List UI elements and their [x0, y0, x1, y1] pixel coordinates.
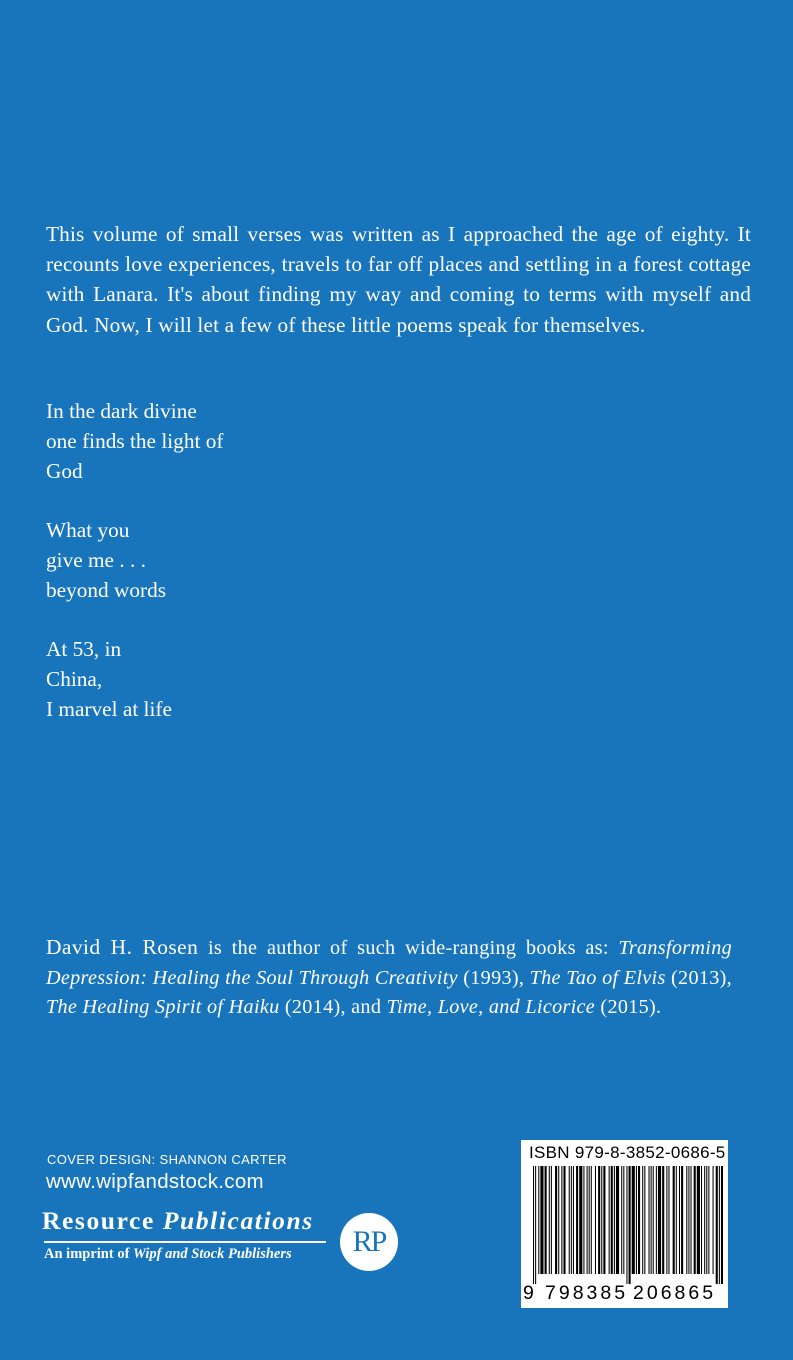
barcode-bar — [583, 1166, 584, 1274]
barcode-bar — [569, 1166, 570, 1274]
barcode-bar — [591, 1166, 592, 1274]
barcode-bar — [616, 1166, 619, 1274]
barcode-bar — [589, 1166, 590, 1274]
bio-text: is the author of such wide-ranging books as: — [198, 937, 619, 959]
imprint-name-part: Resource — [42, 1206, 163, 1235]
barcode-bar — [681, 1166, 683, 1274]
poem-line: In the dark divine — [46, 399, 197, 423]
barcode-bars — [533, 1166, 723, 1284]
poem-2 — [46, 516, 166, 605]
bio-text: (2013), — [665, 966, 733, 989]
barcode-bar — [540, 1166, 543, 1274]
barcode-bar — [551, 1166, 552, 1274]
cover-design-credit: COVER DESIGN: SHANNON CARTER — [47, 1152, 287, 1167]
poem-line: one finds the light of — [46, 428, 224, 453]
barcode-bar — [642, 1166, 643, 1274]
poem-3 — [46, 635, 172, 724]
barcode-bar — [587, 1166, 588, 1274]
poem-line: beyond words — [46, 577, 167, 602]
barcode-bar — [623, 1166, 624, 1274]
barcode-bar — [719, 1166, 720, 1284]
barcode-bar — [579, 1166, 582, 1274]
barcode-bar — [636, 1166, 637, 1274]
barcode-bar — [632, 1166, 635, 1274]
barcode-bar — [704, 1166, 705, 1274]
barcode-bar — [686, 1166, 687, 1274]
barcode-bar — [611, 1166, 613, 1274]
divider — [44, 1241, 326, 1243]
barcode-bar — [716, 1166, 718, 1284]
imprint-subtitle-part: An imprint of — [44, 1246, 134, 1262]
barcode-bar — [603, 1166, 605, 1274]
barcode-bar — [708, 1166, 709, 1274]
author-name: David H. Rosen — [46, 935, 199, 959]
bio-text: (1993), — [457, 966, 530, 989]
poem-line: give me . . . — [46, 547, 146, 572]
barcode-left-digits: 798385 — [545, 1282, 629, 1304]
barcode-bar — [595, 1166, 596, 1274]
book-title: Time, Love, and Licorice — [386, 996, 596, 1019]
bio-text: (2015). — [595, 996, 662, 1019]
poem-line: God — [46, 458, 83, 483]
barcode-bar — [601, 1166, 602, 1274]
barcode-bar — [558, 1166, 559, 1274]
publisher-logo — [42, 1206, 402, 1276]
poem-line: China, — [46, 666, 103, 691]
barcode-bar — [561, 1166, 562, 1274]
barcode-bar — [656, 1166, 657, 1274]
barcode-bar — [706, 1166, 707, 1274]
book-description: This volume of small verses was written as I approached the age of eighty. It recounts love experiences, travels to far off places and settling in a forest cottage with Lanara. It's about finding my way and coming to terms with myself and God. Now, I will let a few of these little poems speak for themselves. — [46, 222, 751, 337]
barcode-bar — [576, 1166, 578, 1274]
barcode-bar — [694, 1166, 696, 1274]
barcode-first-digit: 9 — [523, 1282, 534, 1304]
barcode-bar — [545, 1166, 547, 1274]
poem-line: I marvel at life — [46, 696, 172, 721]
rp-logo-icon: RP — [340, 1213, 398, 1271]
barcode-bar — [621, 1166, 622, 1274]
barcode-bar — [649, 1166, 650, 1274]
barcode-bar — [535, 1166, 536, 1284]
barcode-bar — [688, 1166, 689, 1274]
barcode-bar — [626, 1166, 627, 1284]
barcode-bar — [555, 1166, 557, 1274]
barcode-bar — [549, 1166, 550, 1274]
barcode-bar — [662, 1166, 664, 1274]
barcode-bar — [676, 1166, 677, 1274]
barcode-bar — [691, 1166, 692, 1274]
author-bio — [46, 933, 732, 1023]
barcode-bar — [538, 1166, 539, 1274]
barcode-bar — [533, 1166, 534, 1284]
barcode-bar — [651, 1166, 652, 1274]
barcode-bar — [571, 1166, 572, 1274]
book-title: The Tao of Elvis — [529, 966, 666, 989]
barcode-bar — [668, 1166, 669, 1274]
imprint-name-part: Publications — [162, 1206, 314, 1235]
barcode-bar — [644, 1166, 645, 1274]
poem-line: At 53, in — [46, 637, 122, 661]
barcode-bar — [629, 1166, 631, 1284]
isbn-barcode — [521, 1140, 728, 1308]
bio-text: (2014), and — [279, 996, 387, 1019]
barcode-bar — [614, 1166, 615, 1274]
barcode-bar — [638, 1166, 640, 1274]
barcode-bar — [721, 1166, 723, 1284]
barcode-bar — [573, 1166, 574, 1274]
poem-1 — [46, 397, 223, 486]
imprint-subtitle — [44, 1246, 292, 1263]
isbn-label: ISBN 979-8-3852-0686-5 — [529, 1143, 726, 1162]
imprint-subtitle-part: Wipf and Stock Publishers — [133, 1246, 292, 1262]
barcode-bar — [701, 1166, 702, 1274]
barcode-bar — [563, 1166, 565, 1274]
barcode-bar — [697, 1166, 700, 1274]
barcode-right-digits: 206865 — [633, 1282, 717, 1304]
publisher-website: www.wipfandstock.com — [46, 1170, 264, 1193]
barcode-bar — [666, 1166, 667, 1274]
barcode-bar — [653, 1166, 654, 1274]
barcode-bar — [658, 1166, 661, 1274]
barcode-bar — [713, 1166, 714, 1274]
imprint-name — [42, 1206, 314, 1236]
book-title: Transforming Depression: Healing the Soul Through Creativity — [46, 937, 732, 989]
barcode-bar — [609, 1166, 610, 1274]
book-title: The Healing Spirit of Haiku — [46, 996, 280, 1019]
barcode-bar — [679, 1166, 680, 1274]
barcode-bar — [673, 1166, 675, 1274]
poem-line: What you — [46, 518, 130, 542]
barcode-bar — [598, 1166, 600, 1274]
